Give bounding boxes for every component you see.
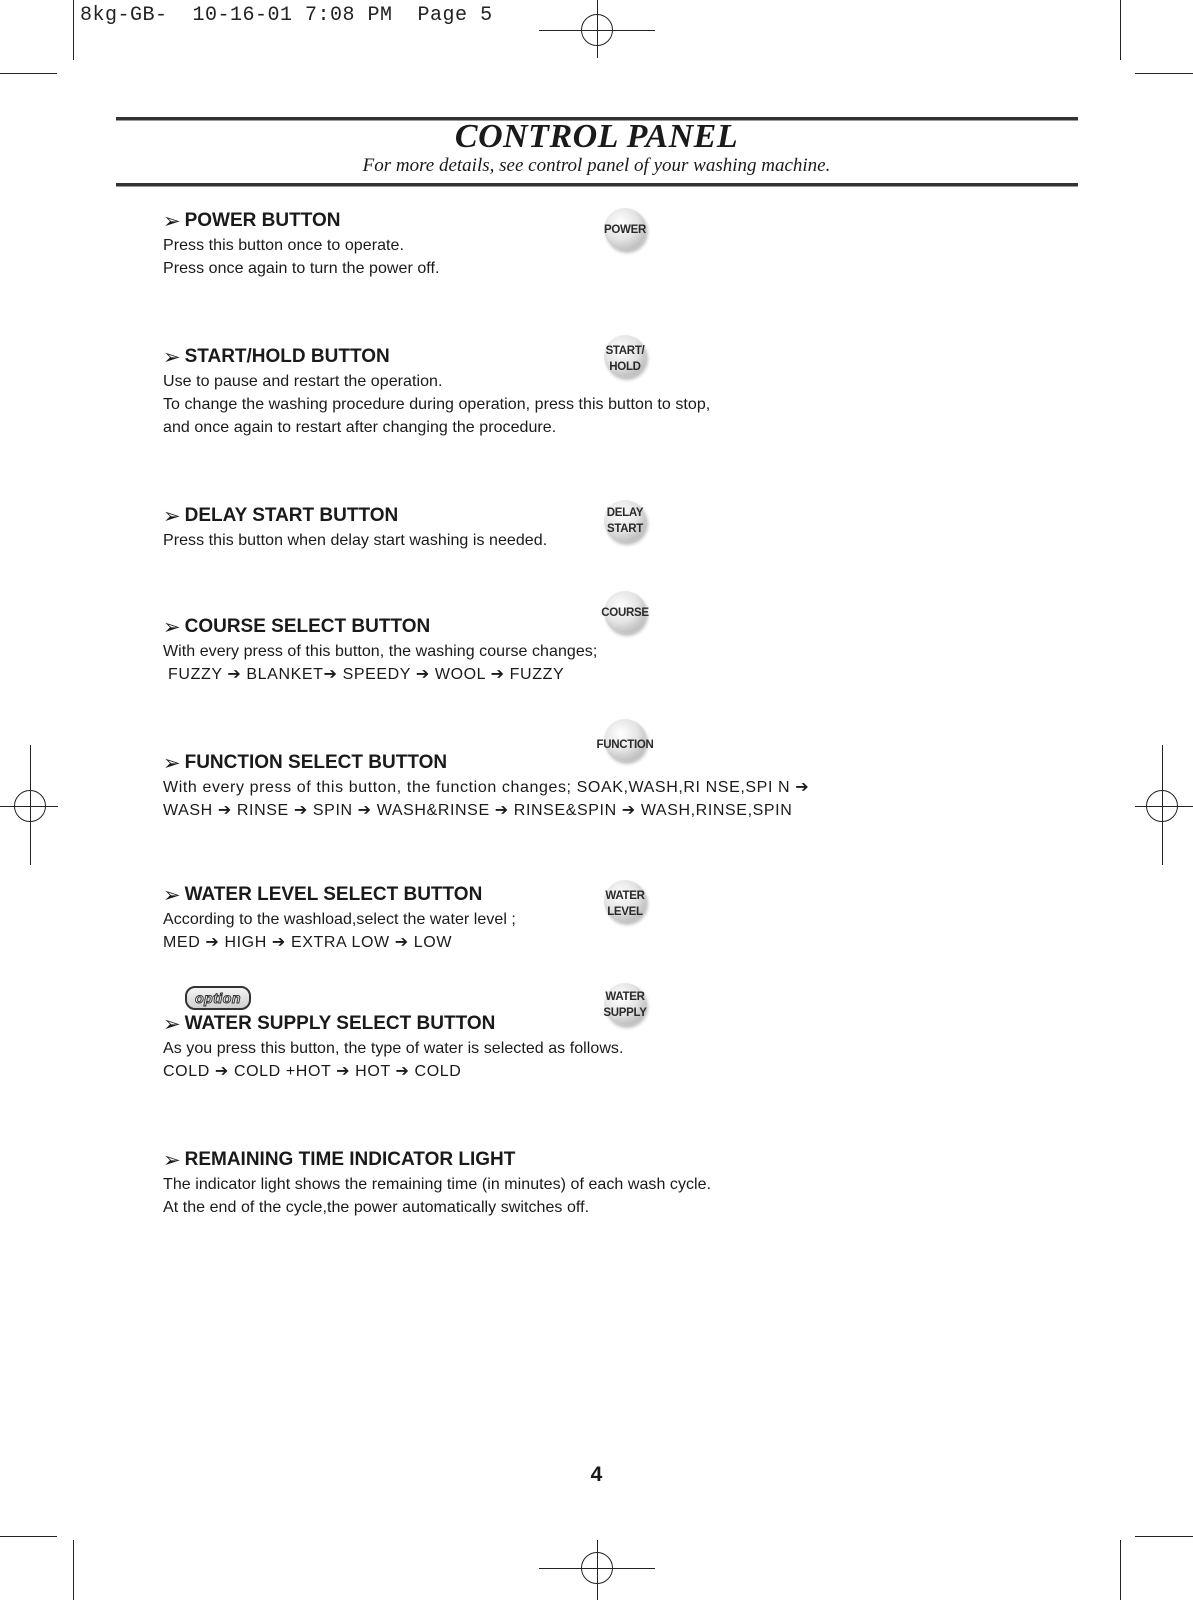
page-title: CONTROL PANEL	[454, 118, 739, 155]
description-line: To change the washing procedure during operation, press this button to stop,	[163, 396, 711, 413]
description-line: With every press of this button, the function changes; SOAK,WASH,RI NSE,SPI N ➔	[163, 779, 810, 796]
heading-text: REMAINING TIME INDICATOR LIGHT	[184, 1149, 516, 1170]
section-function-select	[163, 750, 1063, 822]
description-line: Press this button once to operate.	[163, 237, 404, 254]
delay-start-button-label: DELAY START	[606, 507, 644, 535]
function-sequence: WASH ➔ RINSE ➔ SPIN ➔ WASH&RINSE ➔ RINSE&SPIN ➔ WASH,RINSE,SPIN	[163, 802, 793, 819]
header-rule-bottom	[116, 183, 1078, 187]
heading-text: DELAY START BUTTON	[184, 505, 399, 526]
function-button-label: FUNCTION	[596, 739, 654, 751]
arrow-bullet-icon: ➢	[163, 615, 181, 639]
heading-text: FUNCTION SELECT BUTTON	[184, 752, 448, 773]
course-sequence: FUZZY ➔ BLANKET➔ SPEEDY ➔ WOOL ➔ FUZZY	[163, 666, 565, 683]
power-button-label: POWER	[604, 224, 646, 236]
heading-text: WATER LEVEL SELECT BUTTON	[184, 884, 483, 905]
option-badge: option	[185, 986, 251, 1010]
description-line: Use to pause and restart the operation.	[163, 373, 443, 390]
description-line: With every press of this button, the washing course changes;	[163, 643, 598, 660]
description-line: Press once again to turn the power off.	[163, 260, 440, 277]
section-remaining-time	[163, 1147, 1063, 1219]
start-hold-button-label: START/ HOLD	[605, 345, 645, 373]
water-level-button-label: WATER LEVEL	[605, 890, 645, 918]
heading-text: COURSE SELECT BUTTON	[184, 616, 431, 637]
description-line: As you press this button, the type of water is selected as follows.	[163, 1040, 624, 1057]
page-subtitle: For more details, see control panel of your washing machine.	[362, 155, 831, 176]
arrow-bullet-icon: ➢	[163, 209, 181, 233]
arrow-bullet-icon: ➢	[163, 1012, 181, 1036]
water-supply-sequence: COLD ➔ COLD +HOT ➔ HOT ➔ COLD	[163, 1063, 462, 1080]
heading-text: WATER SUPPLY SELECT BUTTON	[184, 1013, 496, 1034]
water-supply-button-label: WATER SUPPLY	[603, 991, 647, 1019]
arrow-bullet-icon: ➢	[163, 883, 181, 907]
page-number: 4	[590, 1463, 603, 1486]
water-level-sequence: MED ➔ HIGH ➔ EXTRA LOW ➔ LOW	[163, 934, 453, 951]
description-line: At the end of the cycle,the power automatically switches off.	[163, 1199, 590, 1216]
description-line: and once again to restart after changing the procedure.	[163, 419, 557, 436]
course-button-label: COURSE	[601, 607, 649, 619]
arrow-bullet-icon: ➢	[163, 1148, 181, 1172]
arrow-bullet-icon: ➢	[163, 751, 181, 775]
description-line: The indicator light shows the remaining time (in minutes) of each wash cycle.	[163, 1176, 712, 1193]
description-line: Press this button when delay start washing is needed.	[163, 532, 548, 549]
print-slug: 8kg-GB- 10-16-01 7:08 PM Page 5	[80, 4, 493, 27]
heading-text: POWER BUTTON	[184, 210, 341, 231]
arrow-bullet-icon: ➢	[163, 345, 181, 369]
description-line: According to the washload,select the water level ;	[163, 911, 516, 928]
arrow-bullet-icon: ➢	[163, 504, 181, 528]
section-heading	[163, 1147, 1063, 1173]
heading-text: START/HOLD BUTTON	[184, 346, 390, 367]
